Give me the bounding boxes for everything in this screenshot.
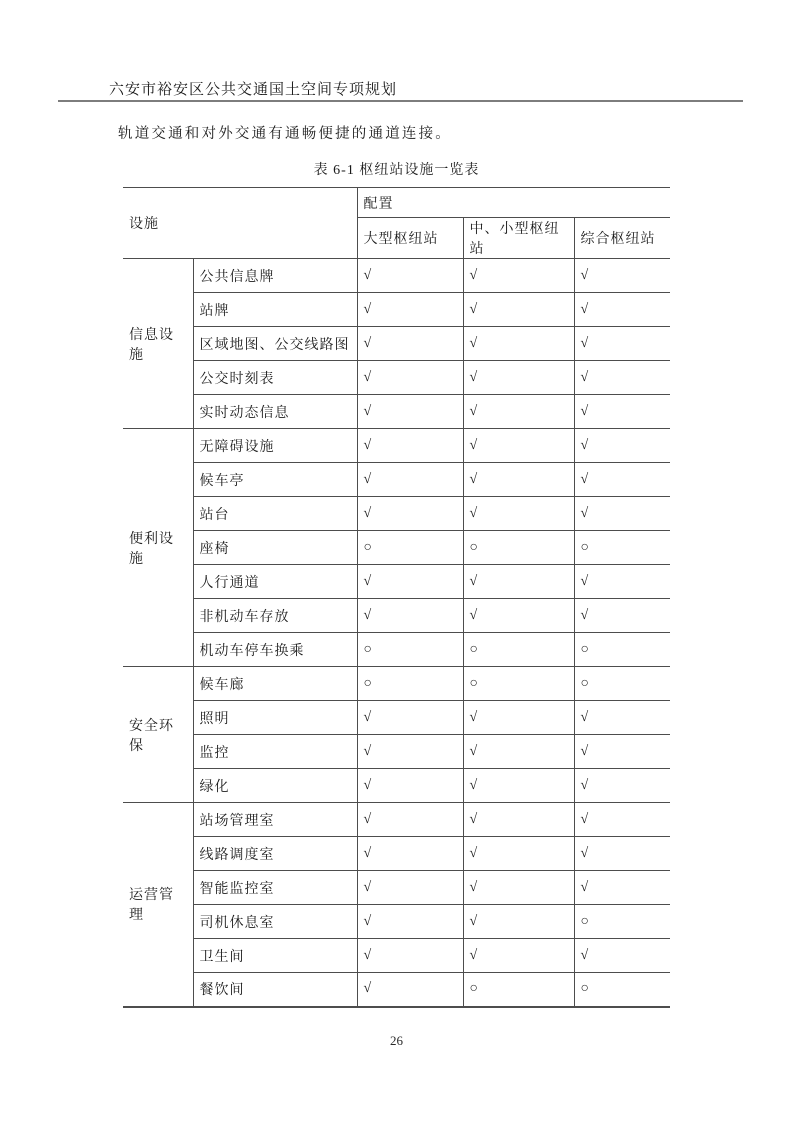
check-mark-cell: √ [574, 497, 670, 531]
facility-table-body [123, 259, 670, 1007]
item-cell: 候车亭 [193, 463, 357, 497]
check-mark-cell: √ [357, 429, 463, 463]
item-cell: 实时动态信息 [193, 395, 357, 429]
check-mark-cell: √ [463, 837, 574, 871]
config-header-cell: 配置 [357, 188, 670, 218]
facility-header-cell: 设施 [123, 188, 357, 259]
check-mark-cell: √ [574, 463, 670, 497]
check-mark-cell: √ [357, 837, 463, 871]
table-row [123, 939, 670, 973]
table-row [123, 565, 670, 599]
circle-mark-cell: ○ [463, 973, 574, 1007]
item-cell: 非机动车存放 [193, 599, 357, 633]
item-cell: 照明 [193, 701, 357, 735]
item-cell: 无障碍设施 [193, 429, 357, 463]
item-cell: 公共信息牌 [193, 259, 357, 293]
item-cell: 站台 [193, 497, 357, 531]
table-row [123, 803, 670, 837]
table-row [123, 735, 670, 769]
circle-mark-cell: ○ [357, 667, 463, 701]
circle-mark-cell: ○ [357, 633, 463, 667]
item-cell: 卫生间 [193, 939, 357, 973]
table-row [123, 667, 670, 701]
item-cell: 公交时刻表 [193, 361, 357, 395]
category-cell: 运营管理 [123, 803, 193, 1007]
check-mark-cell: √ [574, 429, 670, 463]
check-mark-cell: √ [357, 361, 463, 395]
item-cell: 线路调度室 [193, 837, 357, 871]
circle-mark-cell: ○ [574, 973, 670, 1007]
check-mark-cell: √ [357, 939, 463, 973]
column-header-comprehensive-hub: 综合枢纽站 [574, 218, 670, 259]
facility-table-head [123, 188, 670, 259]
circle-mark-cell: ○ [463, 667, 574, 701]
table-row [123, 259, 670, 293]
check-mark-cell: √ [463, 293, 574, 327]
check-mark-cell: √ [574, 259, 670, 293]
check-mark-cell: √ [357, 905, 463, 939]
page-number: 26 [390, 1033, 403, 1048]
check-mark-cell: √ [574, 293, 670, 327]
check-mark-cell: √ [357, 259, 463, 293]
item-cell: 机动车停车换乘 [193, 633, 357, 667]
check-mark-cell: √ [574, 939, 670, 973]
category-cell: 便利设施 [123, 429, 193, 667]
check-mark-cell: √ [357, 463, 463, 497]
table-row [123, 837, 670, 871]
check-mark-cell: √ [574, 769, 670, 803]
check-mark-cell: √ [574, 395, 670, 429]
category-cell: 信息设施 [123, 259, 193, 429]
table-row [123, 327, 670, 361]
table-row [123, 429, 670, 463]
check-mark-cell: √ [574, 837, 670, 871]
check-mark-cell: √ [357, 803, 463, 837]
check-mark-cell: √ [463, 463, 574, 497]
check-mark-cell: √ [357, 735, 463, 769]
table-row [123, 395, 670, 429]
table-row [123, 599, 670, 633]
circle-mark-cell: ○ [574, 667, 670, 701]
circle-mark-cell: ○ [463, 531, 574, 565]
facility-table [123, 187, 670, 1008]
check-mark-cell: √ [463, 361, 574, 395]
document-header-title: 六安市裕安区公共交通国土空间专项规划 [109, 82, 398, 98]
circle-mark-cell: ○ [574, 905, 670, 939]
table-row [123, 973, 670, 1007]
check-mark-cell: √ [463, 905, 574, 939]
body-paragraph: 轨道交通和对外交通有通畅便捷的通道连接。 [118, 126, 452, 142]
item-cell: 智能监控室 [193, 871, 357, 905]
check-mark-cell: √ [463, 939, 574, 973]
category-cell: 安全环保 [123, 667, 193, 803]
circle-mark-cell: ○ [357, 531, 463, 565]
check-mark-cell: √ [463, 327, 574, 361]
circle-mark-cell: ○ [574, 531, 670, 565]
check-mark-cell: √ [357, 701, 463, 735]
check-mark-cell: √ [357, 565, 463, 599]
check-mark-cell: √ [357, 871, 463, 905]
item-cell: 司机休息室 [193, 905, 357, 939]
table-row [123, 633, 670, 667]
item-cell: 监控 [193, 735, 357, 769]
circle-mark-cell: ○ [463, 633, 574, 667]
item-cell: 候车廊 [193, 667, 357, 701]
check-mark-cell: √ [357, 973, 463, 1007]
table-header-row-1 [123, 188, 670, 218]
header-rule-divider [58, 100, 743, 102]
check-mark-cell: √ [357, 327, 463, 361]
item-cell: 区域地图、公交线路图 [193, 327, 357, 361]
check-mark-cell: √ [574, 803, 670, 837]
item-cell: 餐饮间 [193, 973, 357, 1007]
item-cell: 站牌 [193, 293, 357, 327]
item-cell: 绿化 [193, 769, 357, 803]
check-mark-cell: √ [463, 735, 574, 769]
item-cell: 人行通道 [193, 565, 357, 599]
check-mark-cell: √ [463, 429, 574, 463]
table-row [123, 361, 670, 395]
item-cell: 座椅 [193, 531, 357, 565]
check-mark-cell: √ [463, 259, 574, 293]
check-mark-cell: √ [574, 565, 670, 599]
check-mark-cell: √ [463, 871, 574, 905]
check-mark-cell: √ [574, 599, 670, 633]
check-mark-cell: √ [463, 803, 574, 837]
column-header-medium-small-hub: 中、小型枢纽站 [463, 218, 574, 259]
check-mark-cell: √ [357, 293, 463, 327]
check-mark-cell: √ [463, 769, 574, 803]
table-row [123, 769, 670, 803]
check-mark-cell: √ [357, 769, 463, 803]
check-mark-cell: √ [463, 565, 574, 599]
table-row [123, 293, 670, 327]
check-mark-cell: √ [574, 327, 670, 361]
check-mark-cell: √ [357, 395, 463, 429]
check-mark-cell: √ [574, 361, 670, 395]
check-mark-cell: √ [357, 497, 463, 531]
table-row [123, 463, 670, 497]
circle-mark-cell: ○ [574, 633, 670, 667]
table-row [123, 497, 670, 531]
check-mark-cell: √ [463, 701, 574, 735]
table-row [123, 531, 670, 565]
item-cell: 站场管理室 [193, 803, 357, 837]
table-caption: 表 6-1 枢纽站设施一览表 [313, 163, 480, 178]
check-mark-cell: √ [357, 599, 463, 633]
check-mark-cell: √ [463, 599, 574, 633]
check-mark-cell: √ [574, 871, 670, 905]
table-row [123, 905, 670, 939]
column-header-large-hub: 大型枢纽站 [357, 218, 463, 259]
table-row [123, 871, 670, 905]
check-mark-cell: √ [574, 735, 670, 769]
check-mark-cell: √ [463, 497, 574, 531]
check-mark-cell: √ [463, 395, 574, 429]
table-row [123, 701, 670, 735]
check-mark-cell: √ [574, 701, 670, 735]
